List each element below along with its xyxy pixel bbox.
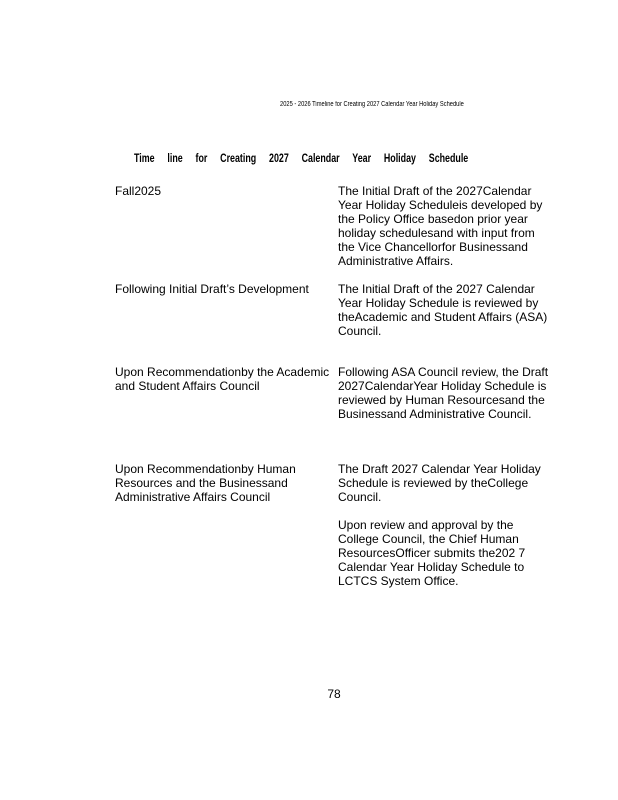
timeline-what [338, 462, 553, 588]
timeline-what-paragraph: The Initial Draft of the 2027Calendar Year Holiday Scheduleis developed by the Policy Office basedon prior year holiday schedulesand with input from the Vice Chancellorfor Businessand Administrative Affairs. [338, 184, 543, 268]
timeline-when: Upon Recommendationby the Academic and Student Affairs Council [115, 365, 330, 393]
timeline-what [338, 282, 553, 338]
timeline-when: Fall2025 [115, 184, 162, 198]
timeline-what-paragraph: The Draft 2027 Calendar Year Holiday Schedule is reviewed by theCollege Council. [338, 462, 541, 504]
page-number: 78 [327, 687, 341, 701]
timeline-what-paragraph: The Initial Draft of the 2027 Calendar Year Holiday Schedule is reviewed by theAcademic and Student Affairs (ASA) Council. [338, 282, 548, 338]
timeline-what-paragraph: Upon review and approval by the College Council, the Chief Human ResourcesOfficer submits the202 7 Calendar Year Holiday Schedule to LCTCS System Office. [338, 518, 526, 588]
timeline-when: Upon Recommendationby Human Resources and the Businessand Administrative Affairs Council [115, 462, 296, 504]
timeline-what [338, 365, 553, 421]
timeline-what-paragraph: Following ASA Council review, the Draft 2027CalendarYear Holiday Schedule is reviewed by Human Resourcesand the Businessand Administrative Council. [338, 365, 549, 421]
section-title: Time line for Creating 2027 Calendar Year Holiday Schedule [134, 151, 469, 165]
timeline-what [338, 184, 553, 268]
running-header: 2025 - 2026 Timeline for Creating 2027 Calendar Year Holiday Schedule [280, 101, 464, 108]
timeline-when: Following Initial Draft’s Development [115, 282, 309, 296]
